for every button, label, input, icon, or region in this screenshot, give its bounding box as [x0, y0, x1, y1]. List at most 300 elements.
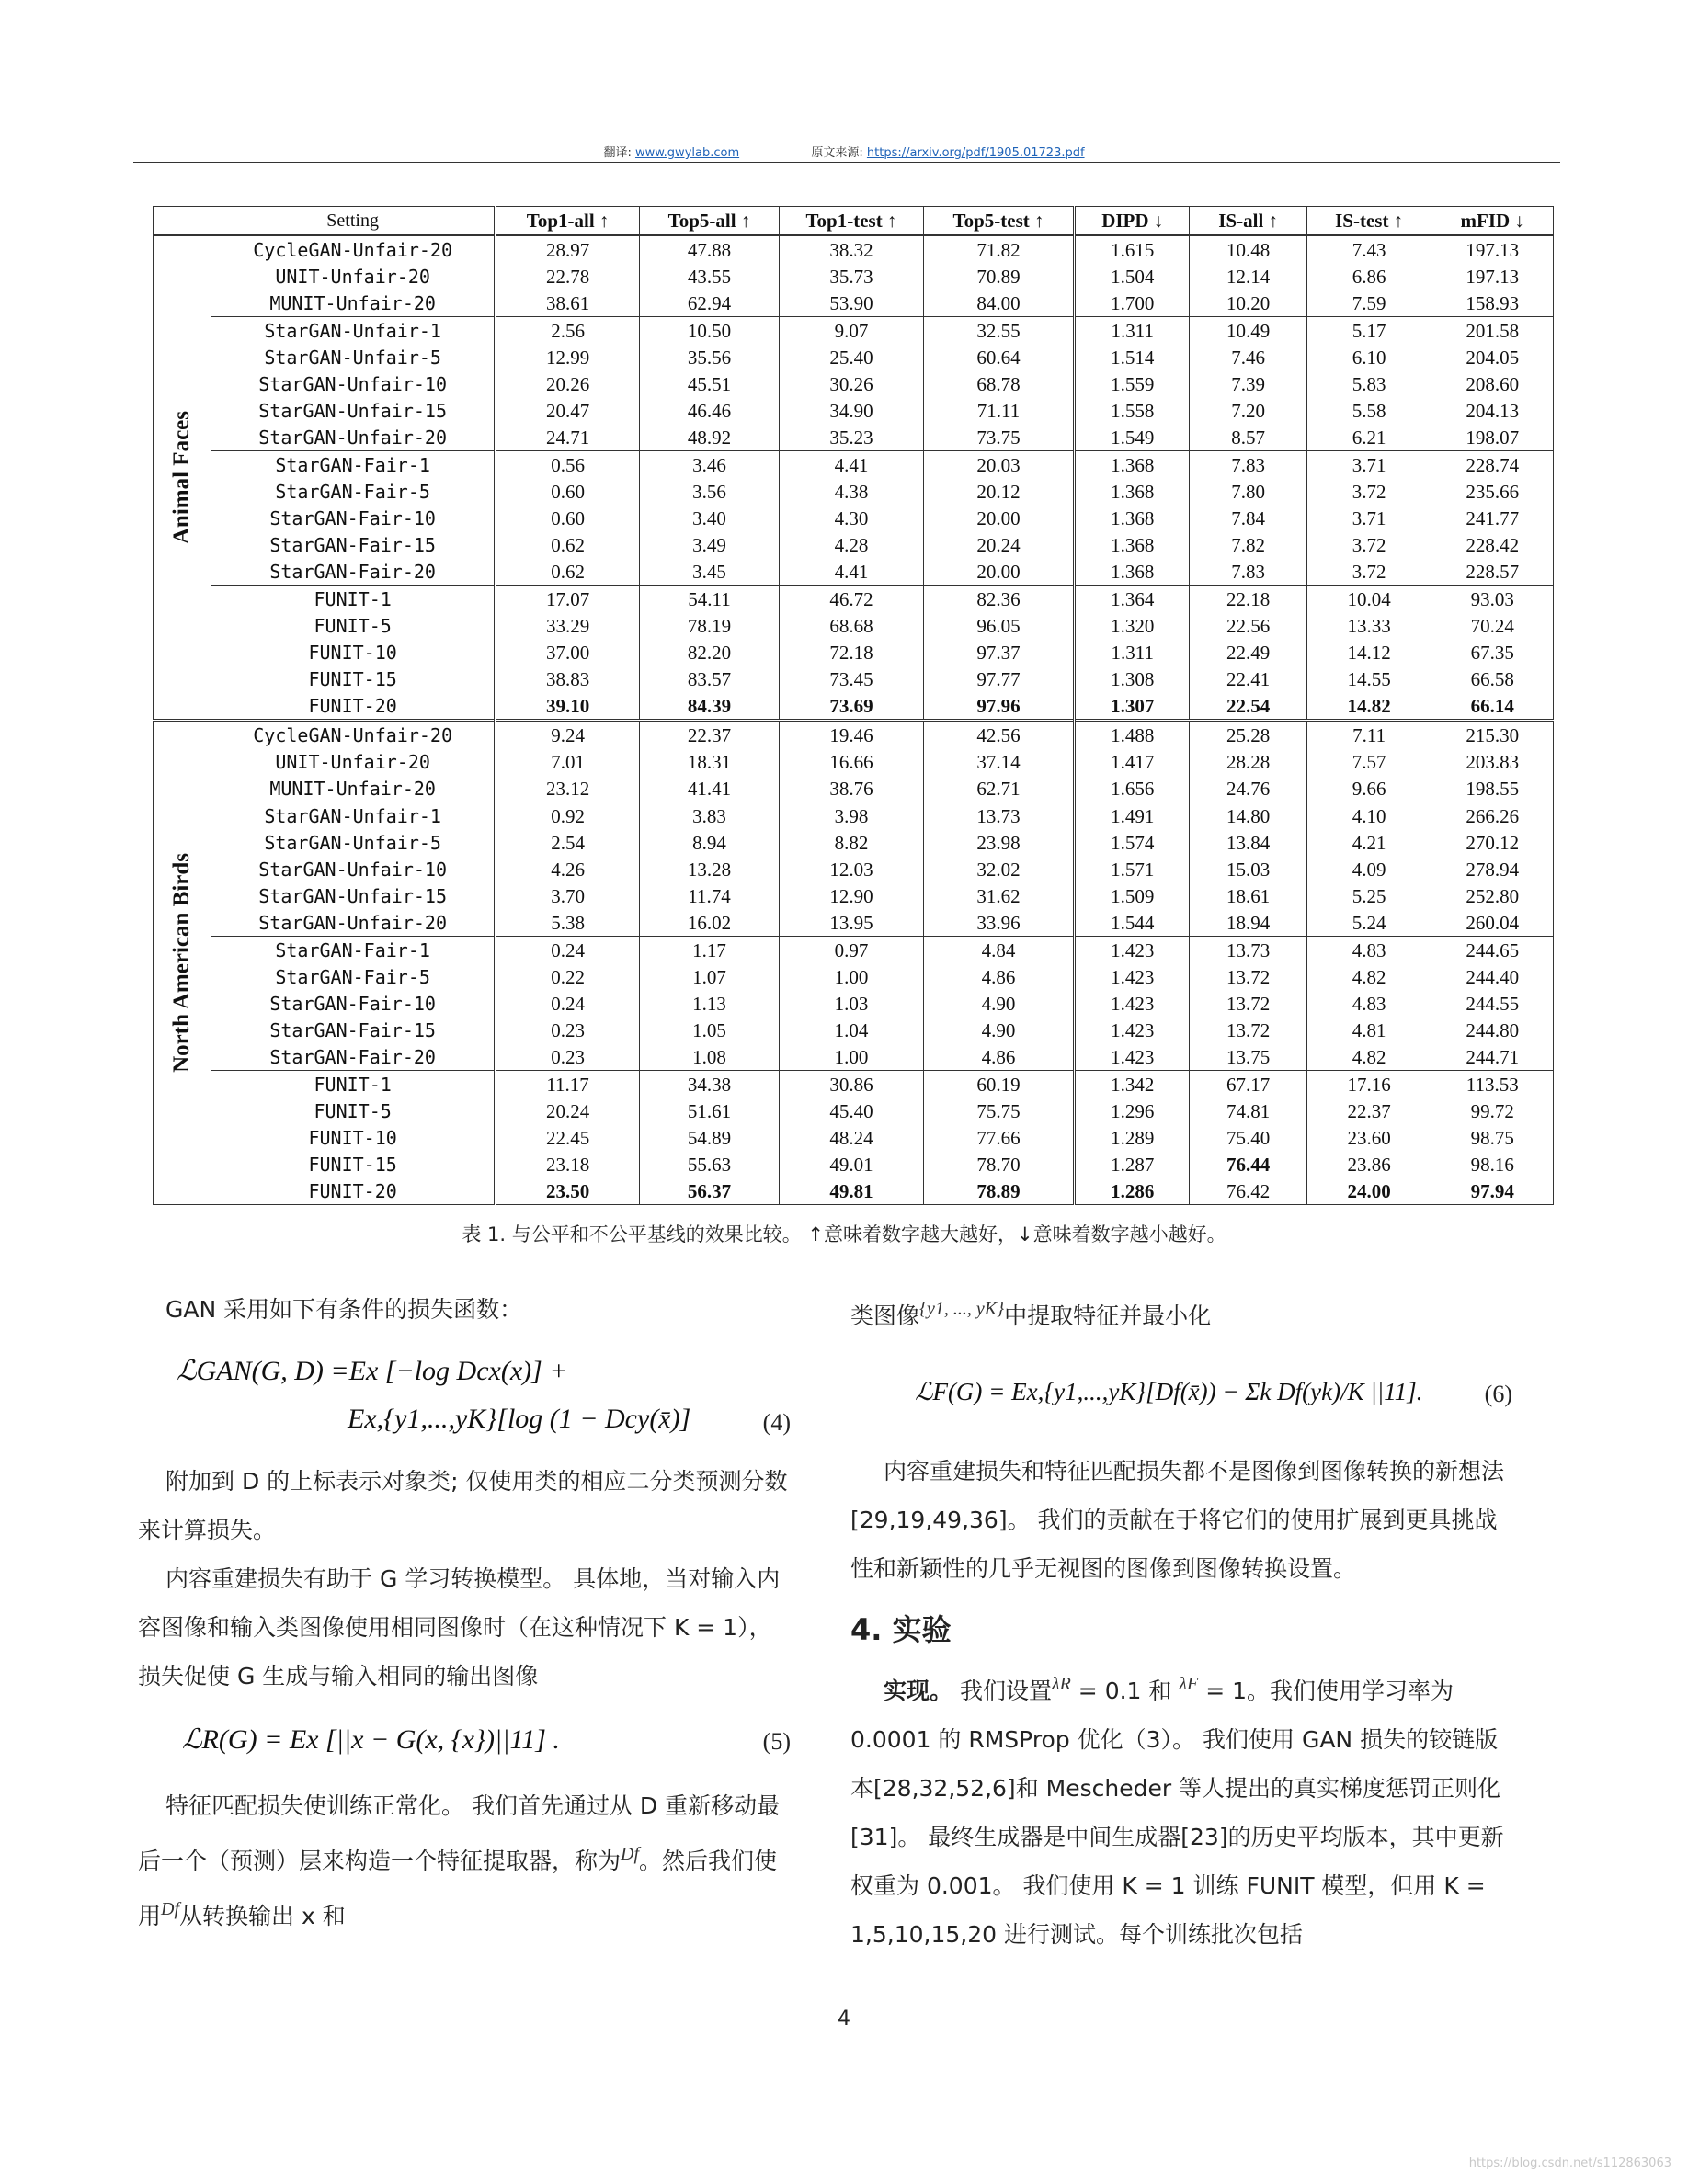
value-cell: 244.65	[1431, 937, 1554, 964]
value-cell: 4.86	[923, 963, 1074, 990]
value-cell: 14.82	[1306, 692, 1431, 721]
value-cell: 3.56	[640, 478, 780, 505]
setting-cell: StarGAN-Unfair-1	[211, 317, 496, 345]
value-cell: 1.549	[1075, 424, 1190, 451]
value-cell: 0.60	[496, 505, 640, 531]
value-cell: 35.23	[779, 424, 923, 451]
source-link[interactable]: https://arxiv.org/pdf/1905.01723.pdf	[866, 146, 1085, 160]
table-caption: 表 1. 与公平和不公平基线的效果比较。 ↑意味着数字越大越好，↓意味着数字越小越好。	[462, 1223, 1226, 1246]
value-cell: 73.45	[779, 665, 923, 692]
value-cell: 84.39	[640, 692, 780, 721]
value-cell: 1.286	[1075, 1177, 1190, 1205]
value-cell: 2.56	[496, 317, 640, 345]
value-cell: 4.86	[923, 1043, 1074, 1071]
value-cell: 5.38	[496, 909, 640, 937]
column-header: Top1-test ↑	[779, 207, 923, 236]
left-para-1: 附加到 D 的上标表示对象类; 仅使用类的相应二分类预测分数来计算损失。	[138, 1468, 788, 1543]
value-cell: 68.78	[923, 370, 1074, 397]
value-cell: 1.17	[640, 937, 780, 964]
value-cell: 33.29	[496, 612, 640, 639]
value-cell: 68.68	[779, 612, 923, 639]
value-cell: 13.72	[1190, 963, 1306, 990]
value-cell: 35.73	[779, 263, 923, 290]
column-header: Top5-all ↑	[640, 207, 780, 236]
value-cell: 5.58	[1306, 397, 1431, 424]
value-cell: 1.488	[1075, 721, 1190, 749]
table-row	[154, 990, 1554, 1017]
value-cell: 20.47	[496, 397, 640, 424]
value-cell: 1.08	[640, 1043, 780, 1071]
group-label-cell	[154, 235, 211, 721]
value-cell: 99.72	[1431, 1098, 1554, 1124]
value-cell: 0.24	[496, 937, 640, 964]
value-cell: 203.83	[1431, 748, 1554, 775]
setting-cell: StarGAN-Fair-15	[211, 1017, 496, 1043]
value-cell: 20.24	[923, 531, 1074, 558]
value-cell: 20.24	[496, 1098, 640, 1124]
value-cell: 0.92	[496, 802, 640, 830]
value-cell: 0.23	[496, 1017, 640, 1043]
value-cell: 32.55	[923, 317, 1074, 345]
setting-cell: UNIT-Unfair-20	[211, 748, 496, 775]
table-row	[154, 344, 1554, 370]
value-cell: 13.72	[1190, 990, 1306, 1017]
value-cell: 1.514	[1075, 344, 1190, 370]
value-cell: 31.62	[923, 882, 1074, 909]
value-cell: 1.423	[1075, 937, 1190, 964]
value-cell: 7.11	[1306, 721, 1431, 749]
value-cell: 4.83	[1306, 937, 1431, 964]
value-cell: 7.82	[1190, 531, 1306, 558]
table-row	[154, 882, 1554, 909]
value-cell: 20.00	[923, 558, 1074, 586]
value-cell: 1.296	[1075, 1098, 1190, 1124]
value-cell: 38.83	[496, 665, 640, 692]
value-cell: 22.49	[1190, 639, 1306, 665]
column-header: IS-test ↑	[1306, 207, 1431, 236]
value-cell: 46.72	[779, 586, 923, 613]
equation-4	[138, 1341, 791, 1451]
value-cell: 3.46	[640, 451, 780, 479]
value-cell: 23.86	[1306, 1151, 1431, 1177]
value-cell: 2.54	[496, 829, 640, 856]
value-cell: 1.368	[1075, 531, 1190, 558]
column-header: DIPD ↓	[1075, 207, 1190, 236]
value-cell: 20.26	[496, 370, 640, 397]
value-cell: 1.423	[1075, 1017, 1190, 1043]
value-cell: 10.20	[1190, 290, 1306, 317]
value-cell: 84.00	[923, 290, 1074, 317]
value-cell: 3.70	[496, 882, 640, 909]
value-cell: 1.320	[1075, 612, 1190, 639]
lambda-f-symbol: λF	[1179, 1674, 1199, 1694]
right-para-2	[850, 1660, 1512, 1959]
setting-cell: FUNIT-10	[211, 1124, 496, 1151]
value-cell: 228.57	[1431, 558, 1554, 586]
value-cell: 46.46	[640, 397, 780, 424]
value-cell: 77.66	[923, 1124, 1074, 1151]
value-cell: 3.83	[640, 802, 780, 830]
setting-cell: FUNIT-10	[211, 639, 496, 665]
value-cell: 22.54	[1190, 692, 1306, 721]
value-cell: 1.368	[1075, 451, 1190, 479]
table-row	[154, 290, 1554, 317]
value-cell: 5.83	[1306, 370, 1431, 397]
group-label: Animal Faces	[169, 410, 195, 545]
value-cell: 30.26	[779, 370, 923, 397]
value-cell: 4.82	[1306, 1043, 1431, 1071]
table-row	[154, 424, 1554, 451]
setting-cell: FUNIT-1	[211, 1071, 496, 1098]
value-cell: 42.56	[923, 721, 1074, 749]
setting-cell: StarGAN-Fair-5	[211, 478, 496, 505]
value-cell: 204.13	[1431, 397, 1554, 424]
value-cell: 1.423	[1075, 1043, 1190, 1071]
table-row	[154, 775, 1554, 802]
eq6-number: (6)	[1484, 1381, 1512, 1407]
value-cell: 3.71	[1306, 505, 1431, 531]
value-cell: 12.90	[779, 882, 923, 909]
value-cell: 1.04	[779, 1017, 923, 1043]
value-cell: 18.94	[1190, 909, 1306, 937]
value-cell: 13.72	[1190, 1017, 1306, 1043]
table-row	[154, 1177, 1554, 1205]
value-cell: 20.03	[923, 451, 1074, 479]
value-cell: 16.66	[779, 748, 923, 775]
right-para-2c: = 1。我们使用学习率为 0.0001 的 RMSProp 优化（3）。 我们使用 GAN 损失的铰链版本[28,32,52,6]和 Mescheder 等人提出的真实梯度惩罚正则化[31]。 最终生成器是中间生成器[23]的历史平均版本，其中更新权重为 0.001。 我们使用 K = 1 训练 FUNIT 模型，但用 K = 1,5,10,15,20 进行测试。每个训练批次包括	[850, 1678, 1504, 1948]
value-cell: 18.61	[1190, 882, 1306, 909]
table-row	[154, 1043, 1554, 1071]
table-row	[154, 829, 1554, 856]
lambda-r-symbol: λR	[1051, 1674, 1071, 1694]
value-cell: 1.417	[1075, 748, 1190, 775]
value-cell: 3.45	[640, 558, 780, 586]
value-cell: 32.02	[923, 856, 1074, 882]
value-cell: 1.544	[1075, 909, 1190, 937]
value-cell: 1.574	[1075, 829, 1190, 856]
value-cell: 48.24	[779, 1124, 923, 1151]
right-para-2b: = 0.1 和	[1070, 1678, 1180, 1704]
setting-cell: StarGAN-Unfair-5	[211, 344, 496, 370]
table-row	[154, 586, 1554, 613]
table-row	[154, 909, 1554, 937]
setting-cell: StarGAN-Fair-1	[211, 937, 496, 964]
value-cell: 1.558	[1075, 397, 1190, 424]
value-cell: 13.28	[640, 856, 780, 882]
value-cell: 78.19	[640, 612, 780, 639]
value-cell: 25.40	[779, 344, 923, 370]
section-heading: 4. 实验	[850, 1612, 952, 1647]
eq4-number: (4)	[762, 1409, 791, 1436]
table-row	[154, 692, 1554, 721]
value-cell: 66.14	[1431, 692, 1554, 721]
value-cell: 71.11	[923, 397, 1074, 424]
value-cell: 73.75	[923, 424, 1074, 451]
column-header: Top5-test ↑	[923, 207, 1074, 236]
value-cell: 1.07	[640, 963, 780, 990]
setting-cell: FUNIT-15	[211, 665, 496, 692]
value-cell: 6.21	[1306, 424, 1431, 451]
value-cell: 3.72	[1306, 531, 1431, 558]
value-cell: 244.71	[1431, 1043, 1554, 1071]
value-cell: 96.05	[923, 612, 1074, 639]
setting-cell: StarGAN-Unfair-15	[211, 882, 496, 909]
value-cell: 7.43	[1306, 235, 1431, 263]
value-cell: 78.70	[923, 1151, 1074, 1177]
value-cell: 39.10	[496, 692, 640, 721]
value-cell: 0.24	[496, 990, 640, 1017]
value-cell: 4.21	[1306, 829, 1431, 856]
value-cell: 1.700	[1075, 290, 1190, 317]
value-cell: 45.40	[779, 1098, 923, 1124]
value-cell: 17.16	[1306, 1071, 1431, 1098]
group-label: North American Birds	[169, 853, 195, 1073]
value-cell: 56.37	[640, 1177, 780, 1205]
table-row	[154, 856, 1554, 882]
value-cell: 3.71	[1306, 451, 1431, 479]
value-cell: 18.31	[640, 748, 780, 775]
value-cell: 4.83	[1306, 990, 1431, 1017]
value-cell: 30.86	[779, 1071, 923, 1098]
value-cell: 82.20	[640, 639, 780, 665]
value-cell: 67.35	[1431, 639, 1554, 665]
value-cell: 12.03	[779, 856, 923, 882]
value-cell: 4.41	[779, 558, 923, 586]
value-cell: 5.25	[1306, 882, 1431, 909]
value-cell: 10.04	[1306, 586, 1431, 613]
value-cell: 235.66	[1431, 478, 1554, 505]
value-cell: 7.39	[1190, 370, 1306, 397]
value-cell: 215.30	[1431, 721, 1554, 749]
table-row	[154, 1124, 1554, 1151]
table-row	[154, 505, 1554, 531]
value-cell: 1.423	[1075, 963, 1190, 990]
value-cell: 23.98	[923, 829, 1074, 856]
setting-cell: StarGAN-Unfair-15	[211, 397, 496, 424]
value-cell: 98.75	[1431, 1124, 1554, 1151]
equation-6	[850, 1346, 1512, 1447]
value-cell: 4.81	[1306, 1017, 1431, 1043]
value-cell: 1.368	[1075, 558, 1190, 586]
translate-label: 翻译:	[603, 146, 632, 160]
page-header	[0, 142, 1688, 160]
left-para-3a: 特征匹配损失使训练正常化。 我们首先通过从 D 重新移动最后一个（预测）层来构造一个特征提取器，称为	[138, 1792, 781, 1874]
value-cell: 33.96	[923, 909, 1074, 937]
table-row	[154, 802, 1554, 830]
value-cell: 208.60	[1431, 370, 1554, 397]
value-cell: 14.80	[1190, 802, 1306, 830]
value-cell: 12.99	[496, 344, 640, 370]
left-para-3b: 。然后我们使用	[138, 1848, 778, 1929]
value-cell: 22.41	[1190, 665, 1306, 692]
value-cell: 3.98	[779, 802, 923, 830]
class-set-symbol: {y1, ..., yK}	[919, 1299, 1005, 1319]
value-cell: 13.75	[1190, 1043, 1306, 1071]
df-symbol: Df	[621, 1844, 640, 1864]
value-cell: 7.20	[1190, 397, 1306, 424]
value-cell: 1.656	[1075, 775, 1190, 802]
value-cell: 1.509	[1075, 882, 1190, 909]
value-cell: 17.07	[496, 586, 640, 613]
value-cell: 1.423	[1075, 990, 1190, 1017]
value-cell: 13.73	[1190, 937, 1306, 964]
value-cell: 37.14	[923, 748, 1074, 775]
column-header: Top1-all ↑	[496, 207, 640, 236]
right-para-0a: 类图像	[850, 1302, 920, 1329]
value-cell: 204.05	[1431, 344, 1554, 370]
value-cell: 252.80	[1431, 882, 1554, 909]
value-cell: 23.18	[496, 1151, 640, 1177]
setting-cell: StarGAN-Fair-5	[211, 963, 496, 990]
value-cell: 49.01	[779, 1151, 923, 1177]
value-cell: 72.18	[779, 639, 923, 665]
value-cell: 10.49	[1190, 317, 1306, 345]
value-cell: 1.368	[1075, 478, 1190, 505]
value-cell: 7.84	[1190, 505, 1306, 531]
table-body	[154, 235, 1554, 1205]
value-cell: 76.42	[1190, 1177, 1306, 1205]
value-cell: 1.615	[1075, 235, 1190, 263]
eq5-number: (5)	[762, 1728, 791, 1755]
value-cell: 23.60	[1306, 1124, 1431, 1151]
value-cell: 197.13	[1431, 263, 1554, 290]
value-cell: 14.55	[1306, 665, 1431, 692]
table-row	[154, 963, 1554, 990]
left-para-2: 内容重建损失有助于 G 学习转换模型。 具体地，当对输入内容图像和输入类图像使用相同图像时（在这种情况下 K = 1），损失促使 G 生成与输入相同的输出图像	[138, 1565, 781, 1689]
table-row	[154, 531, 1554, 558]
translate-link[interactable]: www.gwylab.com	[634, 146, 740, 160]
value-cell: 28.28	[1190, 748, 1306, 775]
value-cell: 24.76	[1190, 775, 1306, 802]
value-cell: 3.40	[640, 505, 780, 531]
table-row	[154, 748, 1554, 775]
value-cell: 20.00	[923, 505, 1074, 531]
value-cell: 1.342	[1075, 1071, 1190, 1098]
value-cell: 1.311	[1075, 317, 1190, 345]
value-cell: 7.57	[1306, 748, 1431, 775]
eq4-line1: ℒGAN(G, D) =Ex [−log Dcx(x)] +	[177, 1356, 568, 1386]
value-cell: 4.26	[496, 856, 640, 882]
table-row	[154, 639, 1554, 665]
table-row	[154, 317, 1554, 345]
equation-5	[138, 1704, 791, 1778]
value-cell: 8.82	[779, 829, 923, 856]
value-cell: 97.37	[923, 639, 1074, 665]
value-cell: 97.94	[1431, 1177, 1554, 1205]
value-cell: 4.41	[779, 451, 923, 479]
value-cell: 12.14	[1190, 263, 1306, 290]
column-header: IS-all ↑	[1190, 207, 1306, 236]
value-cell: 198.55	[1431, 775, 1554, 802]
value-cell: 60.64	[923, 344, 1074, 370]
setting-cell: StarGAN-Fair-15	[211, 531, 496, 558]
value-cell: 0.56	[496, 451, 640, 479]
value-cell: 7.80	[1190, 478, 1306, 505]
setting-cell: FUNIT-20	[211, 692, 496, 721]
value-cell: 8.57	[1190, 424, 1306, 451]
value-cell: 71.82	[923, 235, 1074, 263]
right-para-0b: 中提取特征并最小化	[1004, 1302, 1212, 1329]
setting-cell: UNIT-Unfair-20	[211, 263, 496, 290]
left-para-3	[138, 1781, 791, 1940]
value-cell: 1.287	[1075, 1151, 1190, 1177]
setting-cell: StarGAN-Fair-1	[211, 451, 496, 479]
table-row	[154, 1151, 1554, 1177]
value-cell: 1.308	[1075, 665, 1190, 692]
left-para-3c: 从转换输出 x 和	[179, 1903, 346, 1929]
value-cell: 62.94	[640, 290, 780, 317]
value-cell: 266.26	[1431, 802, 1554, 830]
value-cell: 1.491	[1075, 802, 1190, 830]
value-cell: 37.00	[496, 639, 640, 665]
value-cell: 6.10	[1306, 344, 1431, 370]
value-cell: 1.00	[779, 1043, 923, 1071]
value-cell: 22.18	[1190, 586, 1306, 613]
value-cell: 23.50	[496, 1177, 640, 1205]
value-cell: 7.83	[1190, 451, 1306, 479]
value-cell: 22.56	[1190, 612, 1306, 639]
value-cell: 75.40	[1190, 1124, 1306, 1151]
value-cell: 4.84	[923, 937, 1074, 964]
value-cell: 4.38	[779, 478, 923, 505]
setting-cell: StarGAN-Unfair-1	[211, 802, 496, 830]
eq6-body: ℒF(G) = Ex,{y1,...,yK}[Df(x̄)) − Σk Df(yk)/K ||11].	[915, 1378, 1423, 1405]
value-cell: 4.90	[923, 1017, 1074, 1043]
value-cell: 47.88	[640, 235, 780, 263]
value-cell: 53.90	[779, 290, 923, 317]
value-cell: 35.56	[640, 344, 780, 370]
value-cell: 13.95	[779, 909, 923, 937]
value-cell: 201.58	[1431, 317, 1554, 345]
table-row	[154, 937, 1554, 964]
table-row	[154, 478, 1554, 505]
value-cell: 244.40	[1431, 963, 1554, 990]
value-cell: 1.13	[640, 990, 780, 1017]
setting-cell: CycleGAN-Unfair-20	[211, 721, 496, 749]
value-cell: 34.38	[640, 1071, 780, 1098]
value-cell: 0.97	[779, 937, 923, 964]
value-cell: 5.24	[1306, 909, 1431, 937]
value-cell: 38.32	[779, 235, 923, 263]
value-cell: 34.90	[779, 397, 923, 424]
value-cell: 1.03	[779, 990, 923, 1017]
value-cell: 73.69	[779, 692, 923, 721]
value-cell: 49.81	[779, 1177, 923, 1205]
setting-cell: StarGAN-Unfair-5	[211, 829, 496, 856]
setting-cell: StarGAN-Fair-20	[211, 1043, 496, 1071]
setting-cell: FUNIT-1	[211, 586, 496, 613]
table-row	[154, 397, 1554, 424]
value-cell: 158.93	[1431, 290, 1554, 317]
page-number: 4	[838, 2008, 850, 2030]
table-row	[154, 235, 1554, 263]
table-row	[154, 1071, 1554, 1098]
value-cell: 228.74	[1431, 451, 1554, 479]
value-cell: 97.77	[923, 665, 1074, 692]
table-row	[154, 1098, 1554, 1124]
value-cell: 41.41	[640, 775, 780, 802]
group-label-cell	[154, 721, 211, 1205]
value-cell: 1.571	[1075, 856, 1190, 882]
eq5-body: ℒR(G) = Ex [||x − G(x, {x})||11] .	[182, 1724, 560, 1755]
value-cell: 7.59	[1306, 290, 1431, 317]
value-cell: 66.58	[1431, 665, 1554, 692]
setting-cell: StarGAN-Unfair-20	[211, 909, 496, 937]
value-cell: 8.94	[640, 829, 780, 856]
column-header: Setting	[211, 207, 496, 236]
value-cell: 3.72	[1306, 558, 1431, 586]
value-cell: 54.11	[640, 586, 780, 613]
